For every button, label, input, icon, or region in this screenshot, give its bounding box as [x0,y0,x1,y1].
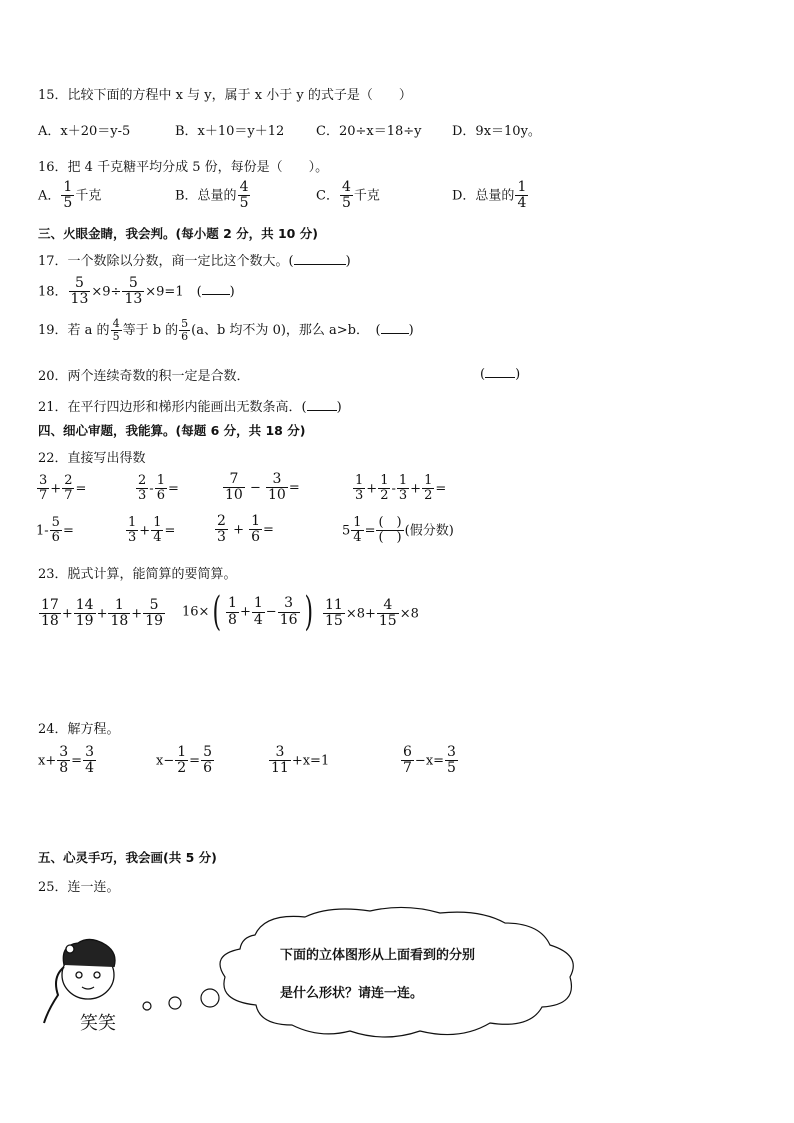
q23-expr-1: $\frac{17}{18}$ + $\frac{14}{19}$ + $\frac{1}{18}$ + $\frac{5}{19}$ [41,597,164,630]
fraction [39,598,61,630]
denominator: 5 [447,760,456,777]
fraction [74,598,96,630]
left-paren-glyph: ( [212,589,222,635]
denominator: 19 [75,613,94,630]
q20-text: 20．两个连续奇数的积一定是合数． [38,369,250,384]
q16-option-b: B．总量的 $\frac{4}{5}$ [175,179,249,212]
q23-expr-2: 16×( $\frac{1}{8}$ + $\frac{1}{4}$ − $\frac{3}{16}$ ) [182,589,313,635]
numerator: 2 [138,473,147,488]
fraction [445,745,458,777]
numerator: 1 [355,473,364,488]
denominator: 2 [424,488,433,504]
numerator: 1 [424,473,433,488]
thought-cloud-illustration [30,905,600,1045]
q22-expr-7: $\frac{2}{3}$ + $\frac{1}{6}$ = [217,513,274,546]
q22-expr-5: 1- $\frac{5}{6}$ = [36,515,74,546]
numerator: 4 [377,598,399,614]
q15-stem: 15．比较下面的方程中 x 与 y，属于 x 小于 y 的式子是（ ） [38,88,412,103]
thought-bubble-large [201,989,219,1007]
fraction [238,180,251,212]
numerator: 5 [143,598,165,614]
right-paren-glyph: ) [304,589,313,635]
numerator: 1 [177,744,187,760]
denominator: 15 [325,613,343,630]
fraction [323,598,345,630]
q23-expr-3: $\frac{11}{15}$ ×8+ $\frac{4}{15}$ ×8 [325,597,419,630]
fraction [108,598,130,630]
section-5-title: 五、心灵手巧，我会画(共 5 分) [38,850,217,865]
fraction [83,745,96,777]
denominator: 13 [124,291,143,308]
denominator: 4 [85,760,94,777]
fraction [126,516,138,546]
numerator: 1 [380,473,389,488]
numerator: 7 [223,472,245,488]
answer-blank[interactable] [485,365,515,378]
denominator: 5 [239,195,249,212]
fraction [61,180,74,212]
q23-title: 23．脱式计算，能简算的要简算。 [38,567,237,582]
q22-title: 22．直接写出得数 [38,451,146,466]
denominator: ( ) [378,530,402,546]
q16-option-c: C． $\frac{4}{5}$ 千克 [316,179,380,212]
denominator: 15 [378,613,397,630]
fraction [215,514,228,546]
denominator: 5 [341,195,351,212]
numerator: 6 [403,744,412,760]
answer-blank[interactable] [202,282,230,295]
denominator: 6 [181,330,189,344]
numerator: 3 [278,596,300,612]
denominator: 6 [203,760,212,777]
denominator: 3 [217,529,226,546]
numerator: 2 [64,473,73,488]
fraction [266,472,288,504]
cloud-text-line-2: 是什么形状？请连一连。 [280,986,424,1001]
q15-option-d: D．9x＝10y。 [452,124,541,139]
q24-eq-1: x+ $\frac{3}{8}$ = $\frac{3}{4}$ [38,744,94,777]
numerator: 5 [51,515,60,530]
numerator: 1 [128,515,137,530]
q22-expr-8: 5 $\frac{1}{4}$ = $\frac{( )}{( )}$ (假分数) [342,515,454,546]
denominator: 16 [279,611,298,628]
numerator: 4 [341,179,351,195]
denominator: 5 [63,195,73,212]
answer-fraction[interactable] [376,516,403,546]
fraction [226,596,239,628]
numerator: 3 [266,472,288,488]
numerator: 3 [85,744,94,760]
fraction [201,745,214,777]
fraction [151,516,163,546]
fraction [69,276,91,308]
denominator: 18 [41,613,59,630]
denominator: 19 [145,613,164,630]
numerator: 3 [269,745,291,761]
answer-blank[interactable] [294,252,346,265]
numerator: 1 [398,473,408,488]
thought-bubble-medium [169,997,181,1009]
denominator: 6 [251,529,261,546]
denominator: 7 [403,760,412,777]
fraction [515,180,528,212]
numerator: 1 [108,598,130,614]
fraction [278,596,300,628]
fraction [175,745,188,777]
denominator: 2 [177,760,187,777]
denominator: 7 [64,488,73,504]
numerator: 5 [181,317,189,330]
q16-option-a: A． $\frac{1}{5}$ 千克 [38,179,102,212]
numerator: 1 [353,515,362,530]
denominator: 8 [59,760,69,777]
fraction [378,474,390,504]
denominator: 3 [128,530,137,546]
fraction [252,596,265,628]
q22-expr-4: $\frac{1}{3}$ + $\frac{1}{2}$ - $\frac{1}{3}$ + $\frac{1}{2}$ = [355,473,447,504]
denominator: 7 [39,488,48,504]
fraction [401,745,414,777]
fraction [143,598,165,630]
fraction [37,474,49,504]
numerator: 2 [217,513,226,529]
fraction [62,474,74,504]
q25-title: 25．连一连。 [38,880,120,895]
answer-blank[interactable] [381,321,409,334]
q22-expr-6: $\frac{1}{3}$ + $\frac{1}{4}$ = [128,515,176,546]
denominator: 5 [112,330,120,344]
numerator: 1 [153,515,162,530]
girl-caption: 笑笑 [80,1013,116,1034]
denominator: 4 [153,530,162,546]
q24-eq-3: $\frac{3}{11}$ +x=1 [271,744,330,777]
fraction [269,745,291,777]
fraction [57,745,70,777]
girl-icon [44,939,115,1023]
fraction [340,180,353,212]
numerator: 5 [69,276,91,292]
q24-eq-2: x− $\frac{1}{2}$ = $\frac{5}{6}$ [156,744,212,777]
denominator: 3 [138,488,147,504]
q17: 17．一个数除以分数，商一定比这个数大。( ) [38,254,351,269]
denominator: 3 [355,488,364,504]
numerator: 1 [156,473,165,488]
denominator: 3 [398,488,408,504]
denominator: 11 [271,760,289,777]
q24-eq-4: $\frac{6}{7}$ −x= $\frac{3}{5}$ [403,744,456,777]
fraction [351,516,363,546]
numerator: ( ) [378,515,402,530]
q15-option-a: A．x＋20＝y-5 [38,124,131,139]
denominator: 10 [225,487,243,504]
numerator: 3 [59,744,69,760]
q20-answer: ( ) [480,367,521,382]
q22-expr-2: $\frac{2}{3}$ - $\frac{1}{6}$ = [138,473,179,504]
denominator: 6 [51,530,60,546]
cloud-text-line-1: 下面的立体图形从上面看到的分别 [280,948,476,963]
fraction [397,474,409,504]
numerator: 3 [447,744,456,760]
numerator: 4 [112,317,120,330]
section-3-title: 三、火眼金睛，我会判。(每小题 2 分，共 10 分) [38,226,318,241]
q19: 19．若 a 的 $\frac{4}{5}$ 等于 b 的 $\frac{5}{6}$ (a、b 均不为 0)，那么 a>b． ( ) [38,317,414,344]
fraction [179,318,190,343]
fraction [50,516,62,546]
cloud-shape [220,907,573,1037]
numerator: 5 [122,276,144,292]
fraction [422,474,434,504]
numerator: 11 [325,597,343,613]
fraction [377,598,399,630]
denominator: 4 [253,611,263,628]
numerator: 1 [63,179,73,195]
numerator: 1 [251,513,261,529]
q15-option-b: B．x＋10＝y＋12 [175,124,285,139]
denominator: 4 [353,530,362,546]
numerator: 3 [39,473,48,488]
fraction [122,276,144,308]
denominator: 10 [268,487,286,504]
q21: 21．在平行四边形和梯形内能画出无数条高．( ) [38,400,342,415]
numerator: 1 [228,595,237,612]
denominator: 2 [380,488,389,504]
denominator: 8 [228,611,237,628]
fraction [223,472,245,504]
fraction [136,474,148,504]
q18: 18． $\frac{5}{13}$ ×9÷ $\frac{5}{13}$ ×9=1 ( ) [38,275,235,308]
fraction [353,474,365,504]
q22-expr-1: $\frac{3}{7}$ + $\frac{2}{7}$ = [39,473,87,504]
thought-bubble-small [143,1002,151,1010]
fraction [249,514,262,546]
denominator: 4 [517,195,527,212]
numerator: 1 [517,179,527,195]
fraction [155,474,167,504]
q16-option-d: D．总量的 $\frac{1}{4}$ [452,179,527,212]
fraction [111,318,122,343]
numerator: 1 [253,595,263,612]
numerator: 14 [75,597,94,613]
numerator: 17 [41,597,59,613]
numerator: 4 [239,179,249,195]
answer-blank[interactable] [307,398,337,411]
section-4-title: 四、细心审题，我能算。(每题 6 分，共 18 分) [38,423,306,438]
denominator: 18 [110,613,129,630]
q15-option-c: C．20÷x＝18÷y [316,124,422,139]
denominator: 6 [156,488,165,504]
q24-title: 24．解方程。 [38,722,120,737]
numerator: 5 [203,744,212,760]
q16-stem: 16．把 4 千克糖平均分成 5 份，每份是（ ）。 [38,160,329,175]
denominator: 13 [70,291,89,308]
q22-expr-3: $\frac{7}{10}$ − $\frac{3}{10}$ = [225,471,300,504]
